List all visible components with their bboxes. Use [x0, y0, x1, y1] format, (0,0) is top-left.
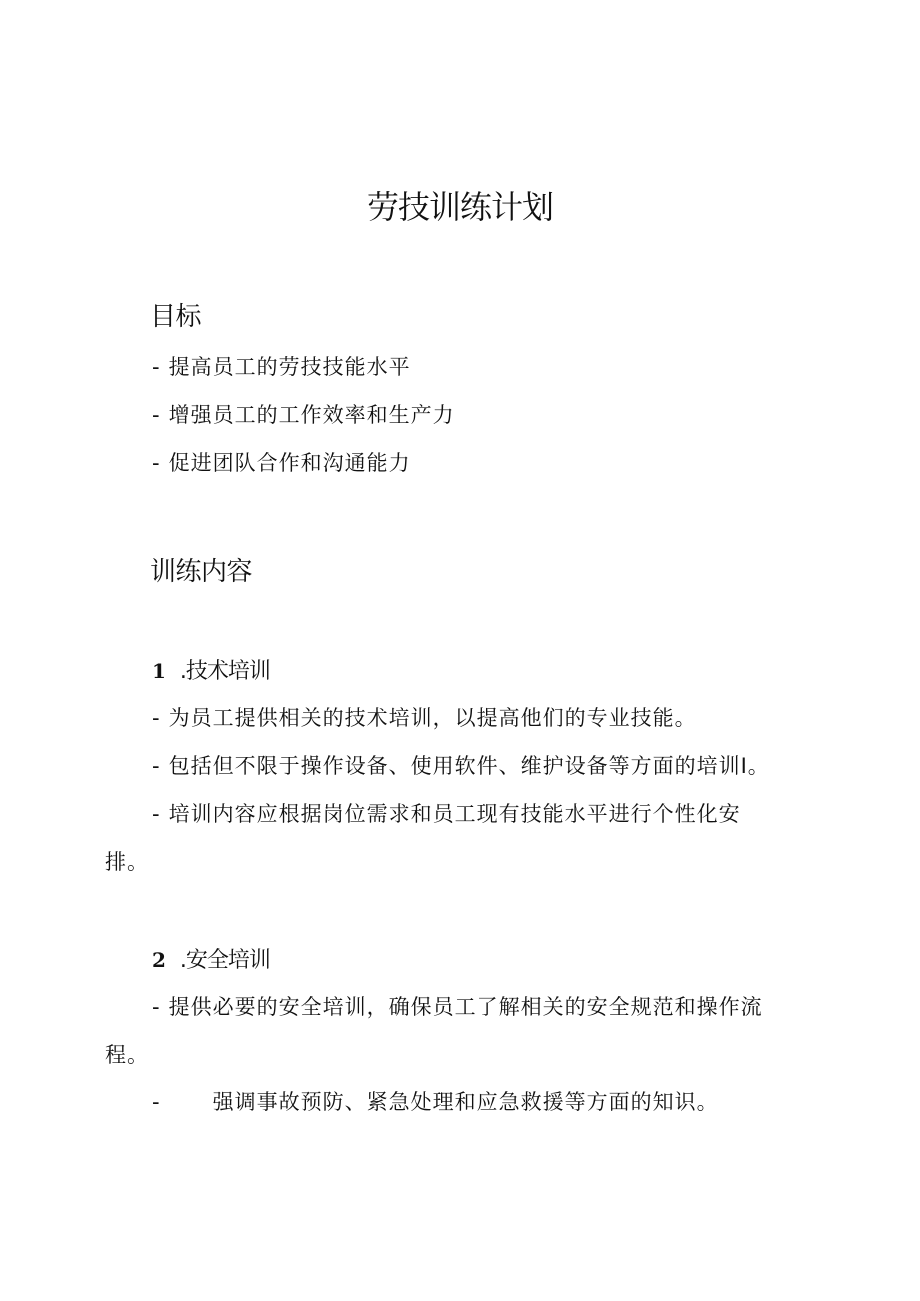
section-item: [152, 799, 741, 829]
section-item: [152, 703, 697, 733]
bullet-dash: -: [152, 451, 161, 475]
section-item: [152, 751, 770, 781]
objective-item: [152, 352, 411, 382]
objective-text: 增强员工的工作效率和生产力: [168, 403, 455, 427]
section-item-text: 培训内容应根据岗位需求和员工现有技能水平进行个性化安: [168, 802, 741, 826]
bullet-dash: -: [152, 706, 161, 730]
section-item-text: 为员工提供相关的技术培训，以提高他们的专业技能。: [168, 706, 697, 730]
section-number: 1: [152, 659, 166, 683]
section-item: [152, 992, 763, 1022]
section-heading: [152, 945, 270, 976]
section-item-continuation: 程。: [105, 1043, 149, 1067]
bullet-dash: -: [152, 802, 161, 826]
objectives-heading: 目标: [150, 302, 202, 332]
objective-text: 促进团队合作和沟通能力: [168, 451, 411, 475]
objective-item: [152, 400, 455, 430]
page-title: 劳技训练计划: [366, 188, 553, 226]
objective-text: 提高员工的劳技技能水平: [168, 355, 411, 379]
section-item-continuation: 排。: [105, 850, 149, 874]
section-item-text: 强调事故预防、紧急处理和应急救援等方面的知识。: [212, 1090, 719, 1114]
bullet-dash: -: [152, 403, 161, 427]
content-heading: 训练内容: [150, 557, 253, 587]
objective-item: [152, 448, 411, 478]
bullet-dash: -: [152, 754, 161, 778]
section-item-text: 提供必要的安全培训，确保员工了解相关的安全规范和操作流: [168, 995, 763, 1019]
section-title: .技术培训: [179, 659, 270, 684]
section-item: [152, 1087, 719, 1117]
section-heading: [152, 656, 270, 687]
section-item-text: 包括但不限于操作设备、使用软件、维护设备等方面的培训Ⅰ。: [168, 754, 770, 778]
bullet-dash: -: [152, 355, 161, 379]
bullet-dash: -: [152, 995, 161, 1019]
section-title: .安全培训: [179, 948, 270, 973]
section-number: 2: [152, 948, 166, 972]
bullet-dash: -: [152, 1090, 161, 1114]
